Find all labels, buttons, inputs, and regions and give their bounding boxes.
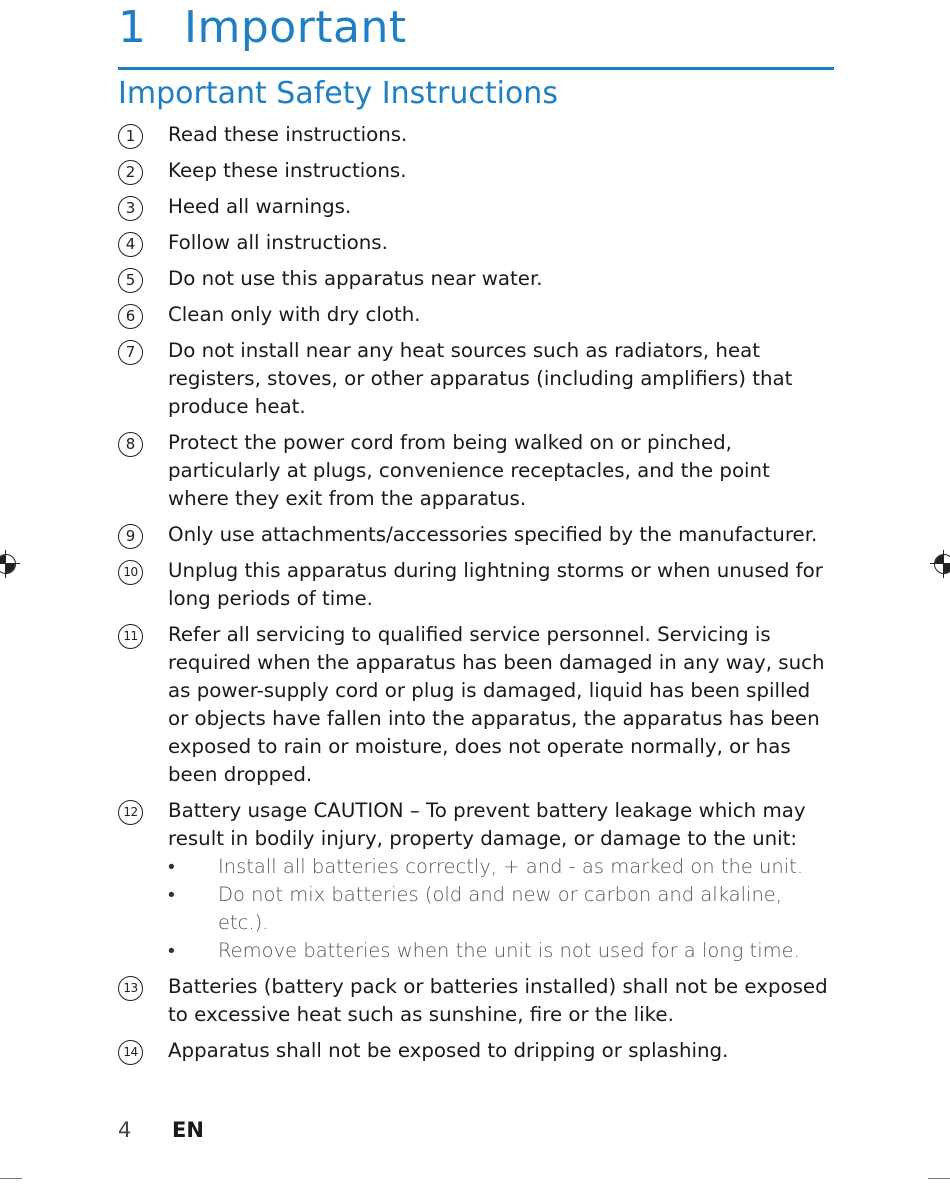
- list-item: [118, 557, 834, 613]
- list-item-text: Battery usage CAUTION – To prevent battery leakage which may result in bodily injury, property damage, or damage to the unit:: [168, 799, 806, 850]
- bullet-item: [168, 937, 834, 965]
- list-item-text: Heed all warnings.: [168, 195, 352, 218]
- battery-bullet-list: [168, 853, 834, 965]
- bullet-text: Remove batteries when the unit is not used for a long time.: [218, 939, 800, 962]
- bullet-item: [168, 853, 834, 881]
- circled-number-marker: 9: [118, 524, 143, 549]
- list-item: [118, 229, 834, 257]
- list-item-text: Do not install near any heat sources such as radiators, heat registers, stoves, or other apparatus (including amplifiers) that produce heat.: [168, 339, 793, 418]
- list-item-text: Batteries (battery pack or batteries installed) shall not be exposed to excessive heat such as sunshine, fire or the like.: [168, 975, 828, 1026]
- circled-number-marker: 1: [118, 124, 143, 149]
- bullet-marker: •: [168, 883, 175, 906]
- list-item: [118, 1037, 834, 1065]
- safety-instructions-list: [118, 121, 834, 1073]
- registration-mark-icon: [0, 554, 16, 574]
- heading-rule: [118, 67, 834, 70]
- circled-number-marker: 2: [118, 160, 143, 185]
- list-item-text: Protect the power cord from being walked on or pinched, particularly at plugs, convenience receptacles, and the point where they exit from the apparatus.: [168, 431, 770, 510]
- chapter-number: 1: [118, 2, 147, 53]
- list-item-text: Clean only with dry cloth.: [168, 303, 421, 326]
- crop-mark: [0, 1178, 22, 1179]
- list-item-text: Unplug this apparatus during lightning storms or when unused for long periods of time.: [168, 559, 823, 610]
- circled-number-marker: 10: [118, 560, 143, 585]
- circled-number-marker: 3: [118, 196, 143, 221]
- crop-mark: [928, 1178, 950, 1179]
- chapter-heading: [118, 4, 407, 52]
- registration-mark-icon: [934, 554, 950, 574]
- circled-number-marker: 8: [118, 432, 143, 457]
- bullet-text: Do not mix batteries (old and new or carbon and alkaline, etc.).: [218, 883, 782, 934]
- circled-number-marker: 12: [118, 800, 143, 825]
- circled-number-marker: 11: [118, 624, 143, 649]
- bullet-marker: •: [168, 939, 175, 962]
- list-item: [118, 621, 834, 789]
- bullet-text: Install all batteries correctly, + and - as marked on the unit.: [218, 855, 804, 878]
- list-item-text: Keep these instructions.: [168, 159, 407, 182]
- chapter-title: Important: [184, 2, 407, 53]
- list-item: [118, 157, 834, 185]
- page-number: 4: [118, 1118, 132, 1142]
- circled-number-marker: 13: [118, 976, 143, 1001]
- list-item: [118, 301, 834, 329]
- circled-number-marker: 14: [118, 1040, 143, 1065]
- list-item-text: Refer all servicing to qualified service personnel. Servicing is required when the apparatus has been damaged in any way, such as power-supply cord or plug is damaged, liquid has been spilled or objects have fallen into the apparatus, the apparatus has been exposed to rain or moisture, does not operate normally, or has been dropped.: [168, 623, 825, 786]
- list-item: [118, 193, 834, 221]
- bullet-marker: •: [168, 855, 175, 878]
- language-code: EN: [172, 1118, 204, 1142]
- list-item-text: Read these instructions.: [168, 123, 408, 146]
- circled-number-marker: 6: [118, 304, 143, 329]
- list-item-text: Apparatus shall not be exposed to dripping or splashing.: [168, 1039, 729, 1062]
- list-item-text: Do not use this apparatus near water.: [168, 267, 543, 290]
- list-item-text: Only use attachments/accessories specified by the manufacturer.: [168, 523, 818, 546]
- circled-number-marker: 4: [118, 232, 143, 257]
- list-item: [118, 121, 834, 149]
- circled-number-marker: 7: [118, 340, 143, 365]
- list-item: [118, 429, 834, 513]
- list-item: [118, 973, 834, 1029]
- list-item: [118, 797, 834, 965]
- list-item: [118, 265, 834, 293]
- list-item: [118, 521, 834, 549]
- section-title: Important Safety Instructions: [118, 76, 558, 111]
- bullet-item: [168, 881, 834, 937]
- circled-number-marker: 5: [118, 268, 143, 293]
- list-item-text: Follow all instructions.: [168, 231, 388, 254]
- list-item: [118, 337, 834, 421]
